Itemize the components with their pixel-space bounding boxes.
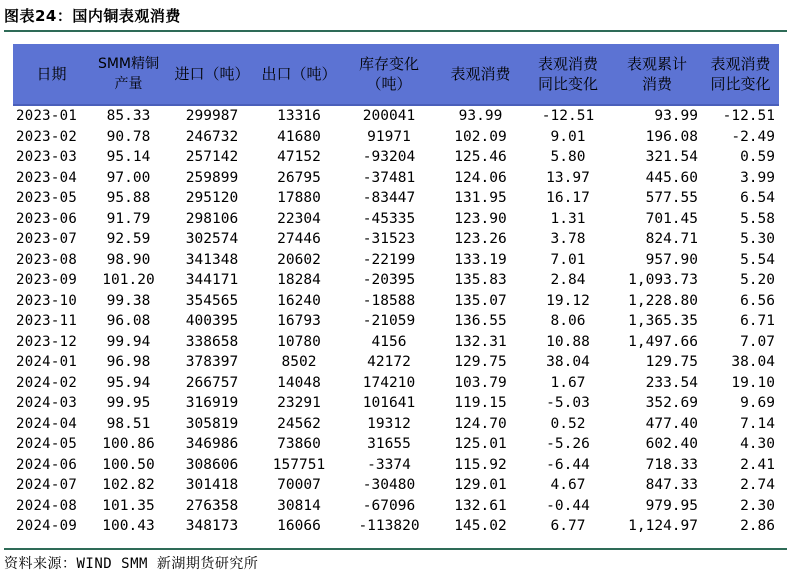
cell-smm-output: 99.94 [106,333,151,350]
cell-date: 2023-03 [16,149,78,165]
header-export: 出口（吨） [257,44,341,105]
cell-cumulative-yoy: 7.14 [740,415,775,432]
table-row [13,516,779,537]
cell-import: 308606 [185,456,239,473]
cell-inventory-change: -83447 [362,190,416,206]
cell-date: 2023-12 [16,333,78,350]
header-cumulative-label: 表观累计消费 [626,55,687,93]
table-row [13,188,779,209]
header-inventory-change [341,44,437,105]
cell-inventory-change: 101641 [362,395,416,411]
cell-date: 2023-01 [16,108,78,124]
cell-cumulative-yoy: 0.59 [740,149,775,165]
cell-import: 338658 [185,333,239,350]
cell-cumulative-yoy: 6.71 [740,313,775,329]
table-row [13,270,779,291]
source-note: 资料来源：WIND SMM 新湖期货研究所 [4,556,259,572]
table-row [13,352,779,373]
cell-cumulative: 129.75 [645,354,698,370]
cell-export: 8502 [281,354,317,370]
cell-inventory-change: -45335 [362,210,416,227]
cell-apparent-yoy: -6.44 [546,456,590,473]
cell-apparent-yoy: 3.78 [550,231,586,247]
cell-apparent: 135.83 [454,272,507,288]
cell-import: 400395 [185,313,239,329]
cell-export: 16240 [277,292,321,309]
cell-cumulative-yoy: -12.51 [722,108,775,124]
cell-import: 341348 [185,251,239,268]
cell-apparent: 103.79 [454,374,507,391]
cell-date: 2023-07 [16,231,78,247]
cell-export: 70007 [277,477,321,493]
cell-cumulative: 445.60 [645,169,698,186]
cell-smm-output: 90.78 [106,128,151,145]
table-row [13,414,779,435]
cell-export: 18284 [277,272,321,288]
cell-date: 2023-04 [16,169,78,186]
cell-cumulative: 979.95 [645,497,698,514]
header-row [13,44,779,105]
cell-cumulative-yoy: 6.54 [740,190,775,206]
cell-apparent-yoy: 9.01 [550,128,586,145]
cell-smm-output: 101.35 [102,497,155,514]
header-date: 日期 [13,44,90,105]
cell-cumulative-yoy: 38.04 [731,354,775,370]
header-cumulative [612,44,702,105]
cell-apparent: 124.06 [454,169,507,186]
cell-apparent-yoy: 5.80 [550,149,586,165]
cell-cumulative-yoy: 7.07 [740,333,775,350]
cell-cumulative-yoy: 5.20 [740,272,775,288]
cell-date: 2024-06 [16,456,78,473]
cell-date: 2023-08 [16,251,78,268]
cell-import: 302574 [185,231,239,247]
cell-import: 299987 [185,108,239,124]
cell-export: 14048 [277,374,321,391]
table-row [13,393,779,414]
table-row [13,209,779,230]
cell-date: 2024-05 [16,436,78,452]
cell-apparent: 132.31 [454,333,507,350]
cell-smm-output: 100.50 [102,456,155,473]
cell-import: 378397 [185,354,239,370]
cell-cumulative: 321.54 [645,149,698,165]
cell-smm-output: 101.20 [102,272,155,288]
cell-cumulative: 847.33 [645,477,698,493]
cell-inventory-change: -93204 [362,149,416,165]
cell-inventory-change: -22199 [362,251,416,268]
cell-cumulative-yoy: 5.54 [740,251,775,268]
cell-cumulative: 602.40 [645,436,698,452]
cell-export: 23291 [277,395,321,411]
cell-apparent: 136.55 [454,313,507,329]
cell-import: 346986 [185,436,239,452]
cell-inventory-change: -113820 [358,518,420,534]
cell-cumulative: 824.71 [645,231,698,247]
cell-apparent-yoy: 6.77 [550,518,586,534]
table-row [13,496,779,517]
cell-apparent-yoy: 1.67 [550,374,586,391]
header-import: 进口（吨） [167,44,257,105]
cell-apparent-yoy: 0.52 [550,415,586,432]
cell-cumulative-yoy: 2.74 [740,477,775,493]
cell-smm-output: 99.95 [106,395,151,411]
cell-inventory-change: 19312 [367,415,411,432]
cell-smm-output: 102.82 [102,477,155,493]
cell-cumulative: 1,497.66 [628,333,698,350]
cell-smm-output: 98.51 [106,415,151,432]
table-row [13,291,779,312]
cell-export: 157751 [272,456,326,473]
cell-inventory-change: 200041 [362,108,416,124]
cell-import: 266757 [185,374,239,391]
cell-cumulative: 1,093.73 [628,272,698,288]
cell-date: 2024-09 [16,518,78,534]
cell-apparent: 124.70 [454,415,507,432]
cell-import: 246732 [185,128,239,145]
cell-export: 47152 [277,149,321,165]
cell-cumulative-yoy: 5.30 [740,231,775,247]
cell-inventory-change: -18588 [362,292,416,309]
cell-smm-output: 85.33 [106,108,151,124]
cell-apparent-yoy: 19.12 [546,292,590,309]
cell-cumulative: 1,365.35 [628,313,698,329]
cell-inventory-change: -20395 [362,272,416,288]
cell-apparent: 93.99 [458,108,503,124]
cell-apparent-yoy: 16.17 [546,190,590,206]
cell-apparent-yoy: 7.01 [550,251,586,268]
cell-import: 298106 [185,210,239,227]
cell-smm-output: 95.14 [106,149,151,165]
cell-smm-output: 97.00 [106,169,151,186]
cell-import: 276358 [185,497,239,514]
header-smm-output-label: SMM精铜产量 [97,56,160,92]
cell-apparent-yoy: 1.31 [550,210,586,227]
table-row [13,311,779,332]
cell-export: 16793 [277,313,321,329]
header-apparent-yoy-label: 表观消费同比变化 [537,55,598,93]
cell-cumulative: 1,124.97 [628,518,698,534]
cell-export: 30814 [277,497,321,514]
cell-apparent: 119.15 [454,395,507,411]
cell-export: 22304 [277,210,321,227]
cell-date: 2023-06 [16,210,78,227]
table-row [13,147,779,168]
cell-apparent: 123.90 [454,210,507,227]
cell-date: 2023-05 [16,190,78,206]
cell-apparent-yoy: 10.88 [546,333,590,350]
cell-apparent: 132.61 [454,497,507,514]
cell-cumulative: 93.99 [654,108,698,124]
cell-export: 17880 [277,190,321,206]
cell-cumulative: 577.55 [645,190,698,206]
header-cumulative-yoy [702,44,779,105]
cell-cumulative: 701.45 [645,210,698,227]
cell-smm-output: 100.43 [102,518,155,534]
cell-import: 295120 [185,190,239,206]
cell-export: 27446 [277,231,321,247]
title-rule [4,30,787,32]
cell-cumulative: 718.33 [645,456,698,473]
cell-cumulative-yoy: 5.58 [740,210,775,227]
cell-cumulative-yoy: 3.99 [740,169,775,186]
cell-inventory-change: 31655 [367,436,411,452]
cell-cumulative: 477.40 [645,415,698,432]
cell-cumulative-yoy: 19.10 [731,374,775,391]
cell-inventory-change: 42172 [367,354,411,370]
cell-export: 26795 [277,169,321,186]
cell-date: 2024-07 [16,477,78,493]
cell-apparent-yoy: 8.06 [550,313,586,329]
cell-date: 2024-01 [16,354,78,370]
cell-cumulative: 352.69 [645,395,698,411]
cell-cumulative: 1,228.80 [628,292,698,309]
cell-inventory-change: -31523 [362,231,416,247]
header-smm-output [90,44,167,105]
cell-date: 2024-03 [16,395,78,411]
cell-cumulative-yoy: -2.49 [731,128,775,145]
cell-apparent: 133.19 [454,251,507,268]
cell-apparent: 129.75 [454,354,507,370]
cell-apparent-yoy: 2.84 [550,272,586,288]
cell-smm-output: 96.08 [106,313,151,329]
header-apparent: 表观消费 [437,44,524,105]
cell-apparent-yoy: 13.97 [546,169,590,186]
cell-apparent-yoy: -12.51 [541,108,595,124]
cell-export: 41680 [277,128,321,145]
cell-import: 348173 [185,518,239,534]
cell-date: 2023-10 [16,292,78,309]
cell-smm-output: 92.59 [106,231,151,247]
cell-inventory-change: 4156 [371,333,407,350]
cell-apparent-yoy: 4.67 [550,477,586,493]
header-apparent-yoy [524,44,612,105]
cell-smm-output: 91.79 [106,210,151,227]
table-row [13,229,779,250]
cell-import: 305819 [185,415,239,432]
cell-export: 10780 [277,333,321,350]
cell-apparent: 131.95 [454,190,507,206]
cell-date: 2024-02 [16,374,78,391]
cell-export: 20602 [277,251,321,268]
cell-date: 2023-11 [16,313,78,329]
cell-cumulative-yoy: 2.86 [740,518,775,534]
cell-apparent-yoy: -5.26 [546,436,590,452]
cell-smm-output: 99.38 [106,292,151,309]
table-row [13,434,779,455]
cell-import: 257142 [185,149,239,165]
cell-smm-output: 95.88 [106,190,151,206]
cell-cumulative-yoy: 2.41 [740,456,775,473]
header-cumulative-yoy-label: 表观消费同比变化 [710,55,771,93]
cell-cumulative-yoy: 9.69 [740,395,775,411]
cell-smm-output: 96.98 [106,354,151,370]
cell-apparent: 145.02 [454,518,507,534]
cell-smm-output: 100.86 [102,436,155,452]
table-row [13,105,779,127]
cell-apparent-yoy: 38.04 [546,354,590,370]
table-body [13,105,779,537]
table-row [13,475,779,496]
table-row [13,332,779,353]
cell-apparent: 135.07 [454,292,507,309]
cell-inventory-change: -21059 [362,313,416,329]
cell-cumulative: 233.54 [645,374,698,391]
cell-import: 301418 [185,477,239,493]
cell-export: 16066 [277,518,321,534]
table-row [13,250,779,271]
cell-import: 344171 [185,272,239,288]
cell-cumulative-yoy: 2.30 [740,497,775,514]
bottom-rule [4,548,787,550]
header-inventory-change-label: 库存变化（吨） [358,55,419,93]
cell-apparent: 125.01 [454,436,507,452]
cell-inventory-change: 91971 [367,128,411,145]
table-row [13,127,779,148]
cell-import: 316919 [185,395,239,411]
cell-apparent: 129.01 [454,477,507,493]
cell-apparent: 123.26 [454,231,507,247]
cell-cumulative-yoy: 4.30 [740,436,775,452]
cell-inventory-change: -67096 [362,497,416,514]
cell-apparent: 125.46 [454,149,507,165]
cell-cumulative: 957.90 [645,251,698,268]
cell-inventory-change: -30480 [362,477,416,493]
cell-inventory-change: -3374 [367,456,411,473]
cell-apparent-yoy: -5.03 [546,395,590,411]
cell-smm-output: 95.94 [106,374,151,391]
cell-inventory-change: -37481 [362,169,416,186]
figure-title: 图表24：国内铜表观消费 [4,7,181,25]
table-row [13,455,779,476]
cell-inventory-change: 174210 [362,374,416,391]
cell-apparent: 115.92 [454,456,507,473]
cell-import: 354565 [185,292,239,309]
cell-date: 2023-02 [16,128,78,145]
cell-apparent-yoy: -0.44 [546,497,590,514]
cell-export: 13316 [277,108,321,124]
consumption-table [13,44,779,537]
cell-export: 73860 [277,436,321,452]
table-row [13,373,779,394]
cell-date: 2024-04 [16,415,78,432]
cell-date: 2024-08 [16,497,78,514]
cell-import: 259899 [185,169,239,186]
cell-export: 24562 [277,415,321,432]
cell-apparent: 102.09 [454,128,507,145]
cell-smm-output: 98.90 [106,251,151,268]
cell-date: 2023-09 [16,272,78,288]
cell-cumulative: 196.08 [645,128,698,145]
cell-cumulative-yoy: 6.56 [740,292,775,309]
table-row [13,168,779,189]
